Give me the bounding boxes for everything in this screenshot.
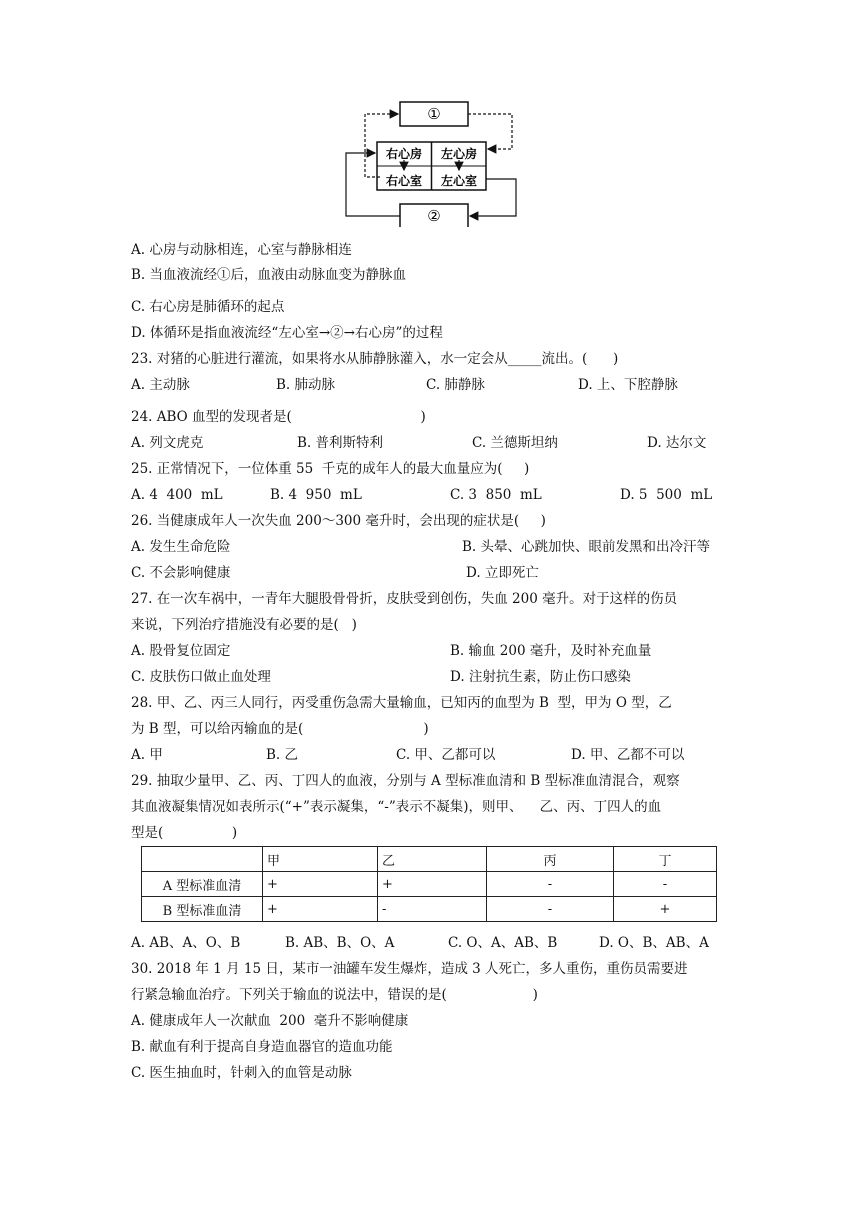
q23-option-a: A. 主动脉 — [131, 377, 190, 393]
q26-option-b: B. 头晕、心跳加快、眼前发黑和出冷汗等 — [462, 539, 711, 555]
q25-option-c: C. 3 850 mL — [450, 487, 542, 503]
q22-option-d: D. 体循环是指血液流经“左心室→②→右心房”的过程 — [131, 325, 443, 341]
table-header-cell: 甲 — [263, 847, 378, 872]
q23-option-c: C. 肺静脉 — [426, 377, 485, 393]
q23-stem: 23. 对猪的心脏进行灌流，如果将水从肺静脉灌入，水一定会从_____流出。( ) — [131, 351, 619, 367]
q26-option-a: A. 发生生命危险 — [131, 539, 231, 555]
table-header-cell: 丁 — [614, 847, 717, 872]
q26-stem: 26. 当健康成年人一次失血 200～300 毫升时，会出现的症状是( ) — [131, 513, 546, 529]
q29-option-d: D. O、B、AB、A — [599, 935, 709, 951]
q28-stem-line2: 为 B 型，可以给丙输血的是( ) — [131, 721, 429, 737]
table-cell: - — [487, 897, 614, 922]
q27-stem-line1: 27. 在一次车祸中，一青年大腿股骨骨折，皮肤受到创伤，失血 200 毫升。对于这样的伤员 — [131, 591, 678, 607]
table-cell: + — [614, 897, 717, 922]
q28-option-c: C. 甲、乙都可以 — [396, 747, 496, 763]
q29-stem-line3: 型是( ) — [131, 825, 238, 841]
table-row — [142, 897, 717, 922]
q26-option-c: C. 不会影响健康 — [131, 565, 231, 581]
q25-stem: 25. 正常情况下，一位体重 55 千克的成年人的最大血量应为( ) — [131, 461, 530, 477]
q27-stem-line2: 来说，下列治疗措施没有必要的是( ) — [131, 617, 357, 633]
left-atrium: 左心房 — [440, 147, 478, 161]
q29-option-a: A. AB、A、O、B — [131, 935, 241, 951]
q25-option-d: D. 5 500 mL — [620, 487, 713, 503]
q27-option-c: C. 皮肤伤口做止血处理 — [131, 669, 271, 685]
table-header-row — [142, 847, 717, 872]
q28-option-b: B. 乙 — [266, 747, 299, 763]
q27-option-d: D. 注射抗生素，防止伤口感染 — [450, 669, 631, 685]
q28-option-a: A. 甲 — [131, 747, 163, 763]
q23-option-b: B. 肺动脉 — [276, 377, 336, 393]
q28-option-d: D. 甲、乙都不可以 — [571, 747, 685, 763]
q30-option-c: C. 医生抽血时，针刺入的血管是动脉 — [131, 1065, 352, 1081]
q27-option-b: B. 输血 200 毫升，及时补充血量 — [450, 643, 652, 659]
table-cell: - — [487, 872, 614, 897]
table-cell: - — [614, 872, 717, 897]
q24-option-b: B. 普利斯特利 — [297, 435, 384, 451]
q24-stem: 24. ABO 血型的发现者是( ) — [131, 409, 426, 425]
table-header-cell: 丙 — [487, 847, 614, 872]
table-row — [142, 872, 717, 897]
q29-stem-line1: 29. 抽取少量甲、乙、丙、丁四人的血液，分别与 A 型标准血清和 B 型标准血清混合，观察 — [131, 773, 680, 789]
q29-option-b: B. AB、B、O、A — [285, 935, 395, 951]
table-header-cell: 乙 — [378, 847, 487, 872]
left-ventricle: 左心室 — [440, 174, 478, 188]
q22-option-a: A. 心房与动脉相连，心室与静脉相连 — [131, 242, 352, 258]
q30-option-b: B. 献血有利于提高自身造血器官的造血功能 — [131, 1039, 393, 1055]
box-1-label: ① — [427, 105, 441, 123]
q30-stem-line2: 行紧急输血治疗。下列关于输血的说法中，错误的是( ) — [131, 987, 538, 1003]
q29-option-c: C. O、A、AB、B — [448, 935, 558, 951]
right-atrium: 右心房 — [385, 147, 423, 161]
q26-option-d: D. 立即死亡 — [466, 565, 539, 581]
table-cell: A 型标准血清 — [142, 872, 263, 897]
table-cell: + — [263, 897, 378, 922]
q28-stem-line1: 28. 甲、乙、丙三人同行，丙受重伤急需大量输血，已知丙的血型为 B 型，甲为 O 型，乙 — [131, 695, 672, 711]
table-cell: B 型标准血清 — [142, 897, 263, 922]
q29-table — [141, 846, 717, 922]
q22-option-c: C. 右心房是肺循环的起点 — [131, 299, 285, 315]
circulation-diagram — [340, 97, 530, 227]
q29-stem-line2: 其血液凝集情况如表所示(“+”表示凝集，“-”表示不凝集)，则甲、 乙、丙、丁四人的血 — [131, 799, 662, 815]
box-2-label: ② — [427, 207, 441, 225]
table-header-cell — [142, 847, 263, 872]
right-ventricle: 右心室 — [385, 174, 423, 188]
q27-option-a: A. 股骨复位固定 — [131, 643, 231, 659]
table-cell: + — [378, 872, 487, 897]
q22-option-b: B. 当血液流经①后，血液由动脉血变为静脉血 — [131, 267, 407, 283]
q23-option-d: D. 上、下腔静脉 — [578, 377, 678, 393]
q25-option-a: A. 4 400 mL — [131, 487, 223, 503]
q24-option-c: C. 兰德斯坦纳 — [472, 435, 558, 451]
q24-option-a: A. 列文虎克 — [131, 435, 204, 451]
q30-option-a: A. 健康成年人一次献血 200 毫升不影响健康 — [131, 1013, 409, 1029]
table-cell: + — [263, 872, 378, 897]
q30-stem-line1: 30. 2018 年 1 月 15 日，某市一油罐车发生爆炸，造成 3 人死亡，多人重伤，重伤员需要进 — [131, 961, 688, 977]
q24-option-d: D. 达尔文 — [647, 435, 707, 451]
table-cell: - — [378, 897, 487, 922]
q25-option-b: B. 4 950 mL — [270, 487, 362, 503]
